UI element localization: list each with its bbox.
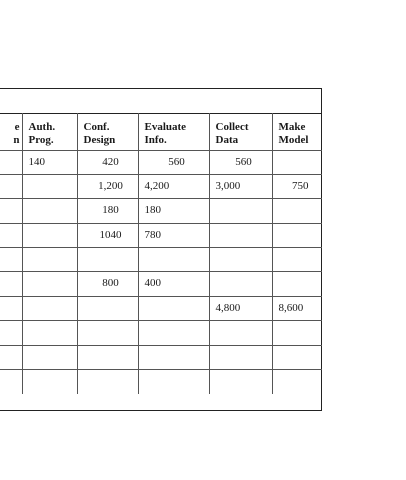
column-header: [0, 113, 22, 150]
column-header-line: Data: [215, 134, 239, 146]
table-header-row: [0, 113, 322, 150]
table-row: [0, 223, 322, 247]
table-cell: 560: [138, 150, 209, 174]
table-cell: [138, 370, 209, 394]
table-cell: [22, 199, 77, 223]
column-header-line: Design: [83, 134, 116, 146]
table-cell: 140: [22, 150, 77, 174]
table-cell: [0, 321, 22, 345]
table-cell: [272, 150, 322, 174]
table-cell: [22, 223, 77, 247]
column-header: [209, 113, 272, 150]
table-cell: [0, 223, 22, 247]
column-header: [77, 113, 138, 150]
table-row: [0, 296, 322, 320]
table-cell: [0, 370, 22, 394]
table-cell: 1,200: [77, 174, 138, 198]
table-cell: 400: [138, 272, 209, 296]
table-row: [0, 199, 322, 223]
table-cell: 3,000: [209, 174, 272, 198]
table-cell: [0, 296, 22, 320]
table-cell: [0, 199, 22, 223]
table-cell: [0, 272, 22, 296]
table-cell: 8,600: [272, 296, 322, 320]
table-cell: [22, 296, 77, 320]
column-header: [22, 113, 77, 150]
table-cell: [209, 248, 272, 272]
column-header-line: Model: [278, 134, 309, 146]
table-cell: [209, 370, 272, 394]
column-header-line: Conf.: [83, 121, 110, 133]
table-cell: [209, 199, 272, 223]
table-cell: [272, 272, 322, 296]
table-cell: [22, 272, 77, 296]
table-cell: [0, 248, 22, 272]
table-cell: [77, 370, 138, 394]
table-cell: 180: [77, 199, 138, 223]
column-header-line: Info.: [144, 134, 167, 146]
table-cell: [272, 248, 322, 272]
column-header: [272, 113, 322, 150]
table-row: [0, 345, 322, 369]
table-cell: [77, 321, 138, 345]
table-cell: [22, 370, 77, 394]
table-cell: [272, 370, 322, 394]
data-table: [0, 113, 322, 394]
table-cell: [209, 223, 272, 247]
table-cell: [138, 321, 209, 345]
column-header-line: e: [14, 121, 20, 133]
table-cell: [0, 174, 22, 198]
table-cell: [272, 199, 322, 223]
table-top-band: [0, 89, 321, 114]
table-body: [0, 150, 322, 394]
table-cell: [209, 321, 272, 345]
table-cell: [272, 321, 322, 345]
table-cell: 560: [209, 150, 272, 174]
table-cell: [0, 150, 22, 174]
table-cell: [77, 345, 138, 369]
table-cell: [272, 345, 322, 369]
data-table-frame: [0, 88, 322, 411]
table-cell: [209, 272, 272, 296]
table-cell: 180: [138, 199, 209, 223]
column-header-line: Collect: [215, 121, 249, 133]
column-header-line: n: [13, 134, 20, 146]
table-cell: [272, 223, 322, 247]
table-cell: 4,800: [209, 296, 272, 320]
table-row: [0, 370, 322, 394]
table-row: [0, 272, 322, 296]
table-cell: 780: [138, 223, 209, 247]
table-cell: [22, 174, 77, 198]
column-header-line: Prog.: [28, 134, 54, 146]
column-header: [138, 113, 209, 150]
table-cell: [22, 345, 77, 369]
table-cell: [22, 321, 77, 345]
table-cell: [209, 345, 272, 369]
table-cell: [138, 248, 209, 272]
table-cell: 1040: [77, 223, 138, 247]
table-cell: 800: [77, 272, 138, 296]
table-row: [0, 321, 322, 345]
table-row: [0, 174, 322, 198]
table-row: [0, 248, 322, 272]
table-cell: [0, 345, 22, 369]
table-cell: [22, 248, 77, 272]
table-row: [0, 150, 322, 174]
table-cell: [77, 296, 138, 320]
table-cell: 420: [77, 150, 138, 174]
table-cell: 4,200: [138, 174, 209, 198]
table-cell: 750: [272, 174, 322, 198]
table-cell: [138, 296, 209, 320]
table-cell: [77, 248, 138, 272]
column-header-line: Make: [278, 121, 306, 133]
column-header-line: Auth.: [28, 121, 56, 133]
table-cell: [138, 345, 209, 369]
column-header-line: Evaluate: [144, 121, 187, 133]
